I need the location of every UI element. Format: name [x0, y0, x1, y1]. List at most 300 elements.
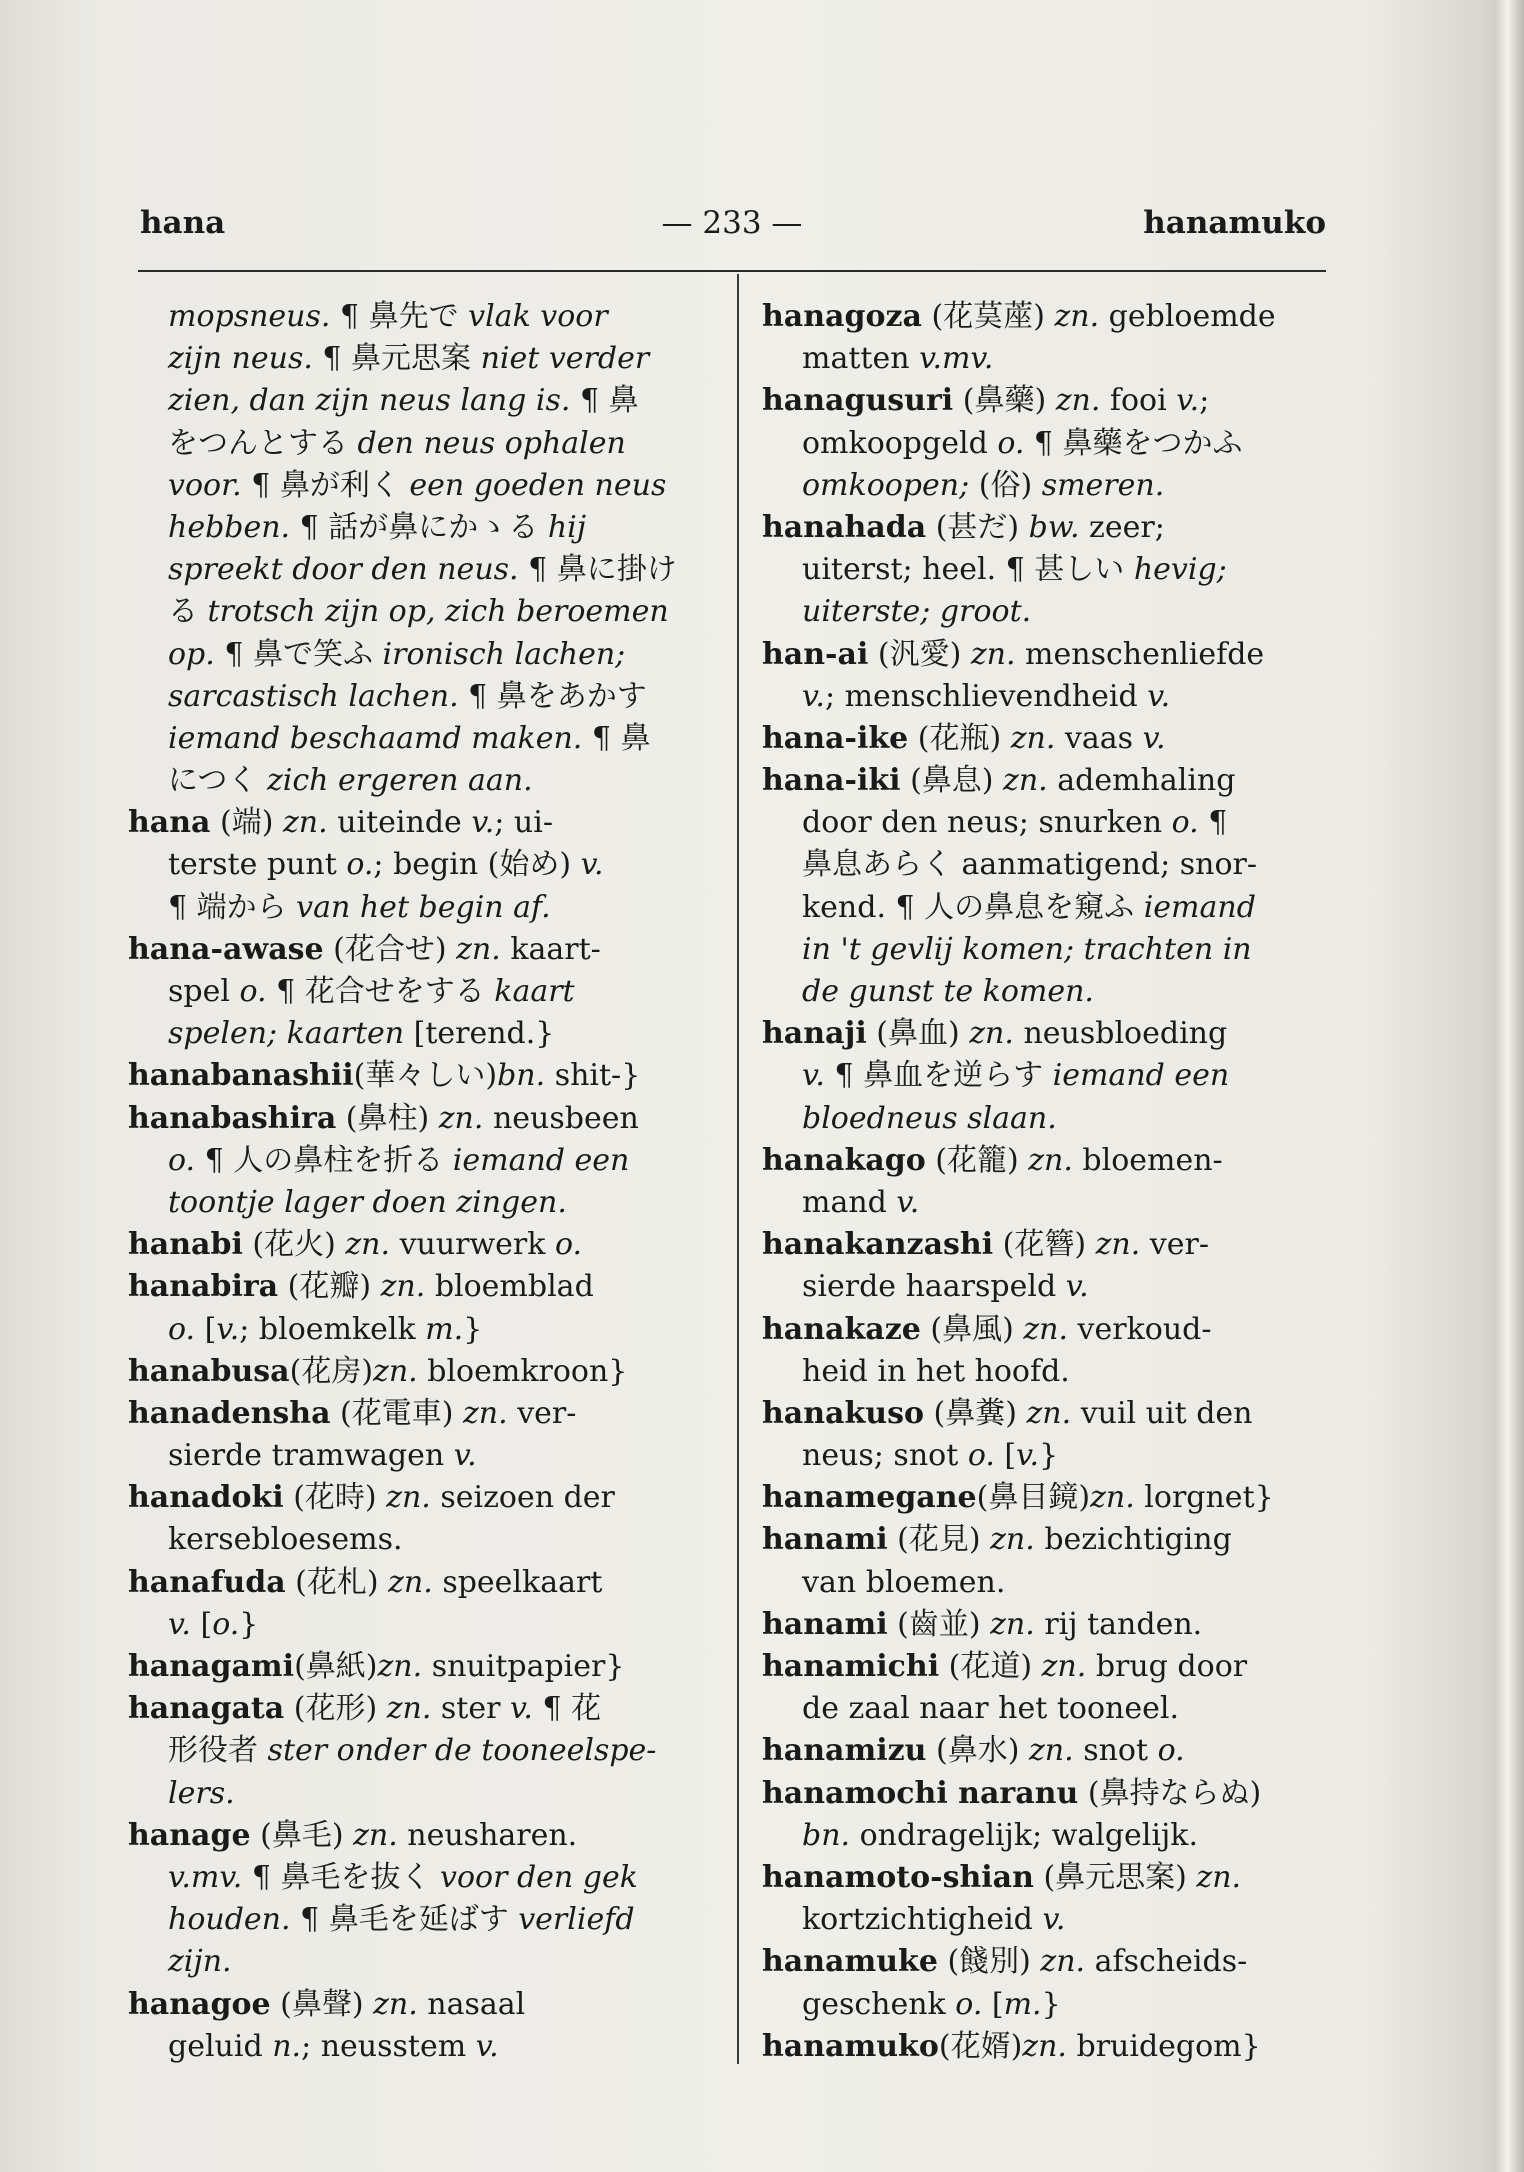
entry-continuation-line	[762, 423, 1342, 465]
headword: hanamochi naranu	[762, 1775, 1079, 1811]
italic-text: zn.	[1090, 1480, 1135, 1516]
italic-text: zn.	[990, 1522, 1035, 1558]
entry-continuation-line	[128, 591, 713, 633]
entry-text: ; begin (始め)	[373, 847, 581, 883]
headword: hanami	[762, 1606, 888, 1642]
entry-text: neusbloeding	[1013, 1016, 1228, 1052]
italic-text: v.	[1016, 1438, 1040, 1474]
entry-text: (齒並)	[887, 1606, 991, 1642]
entry-line	[762, 1393, 1342, 1435]
entry-text: bloemblad	[425, 1269, 594, 1305]
entry-text: (鼻藥)	[953, 383, 1056, 419]
entry-text: (甚だ)	[926, 509, 1029, 545]
entry-text: verkoud-	[1068, 1311, 1212, 1347]
entry-line	[762, 2026, 1342, 2068]
entry-text: [terend.}	[404, 1016, 555, 1052]
entry-text: kaart-	[500, 931, 601, 967]
entry-text: る	[168, 594, 208, 630]
entry-text: zeer;	[1079, 509, 1165, 545]
entry-text: vaas	[1055, 720, 1143, 756]
entry-continuation-line	[762, 1435, 1342, 1477]
entry-text: fooi	[1100, 383, 1177, 419]
entry-text: (鼻水)	[926, 1733, 1029, 1769]
entry-text: seizoen der	[430, 1480, 615, 1516]
italic-text: zn.	[1010, 720, 1056, 756]
entry-text: につく	[168, 763, 267, 799]
entry-continuation-line	[762, 465, 1342, 507]
entry-text: をつんとする	[168, 425, 358, 461]
entry-text: (花瓶)	[908, 720, 1011, 756]
headword: hanakanzashi	[762, 1227, 994, 1263]
entry-text: ¶ 鼻先で	[330, 299, 469, 334]
entry-text: (花見)	[887, 1522, 991, 1558]
entry-text: (花火)	[242, 1227, 346, 1263]
entry-text: [	[994, 1438, 1017, 1474]
entry-text: matten	[802, 341, 920, 377]
italic-text: zn.	[438, 1100, 484, 1136]
entry-continuation-line	[762, 844, 1342, 886]
entry-text: bloemen-	[1072, 1142, 1223, 1178]
italic-text: zn.	[1028, 1733, 1074, 1769]
entry-continuation-line	[128, 760, 713, 802]
entry-continuation-line	[762, 591, 1342, 633]
italic-text: iemand een	[1052, 1058, 1230, 1094]
italic-text: bn.	[802, 1817, 851, 1853]
entry-text: ¶ 鼻が利く	[241, 467, 410, 503]
entry-line	[762, 1477, 1342, 1519]
entry-text: ¶ 鼻元思案	[312, 341, 481, 377]
entry-continuation-line	[762, 971, 1342, 1013]
italic-text: vlak voor	[468, 299, 608, 334]
italic-text: zn.	[388, 1564, 433, 1600]
headword: hanagusuri	[762, 383, 954, 419]
italic-text: v.	[1142, 720, 1166, 756]
entry-text: menschenliefde	[1015, 636, 1265, 672]
entry-continuation-line	[762, 1688, 1342, 1730]
entry-continuation-line	[128, 1519, 713, 1561]
entry-text: neusharen.	[397, 1817, 578, 1853]
entry-text: ¶ 花合せをする	[266, 974, 495, 1009]
italic-text: o.	[168, 1311, 196, 1347]
entry-continuation-line	[762, 676, 1342, 718]
column-divider	[737, 274, 739, 2064]
headword: hanabi	[128, 1227, 243, 1263]
headword: hanamoto-shian	[762, 1859, 1034, 1895]
entry-text: kortzichtigheid	[802, 1902, 1043, 1938]
entry-continuation-line	[762, 549, 1342, 591]
italic-text: zn.	[1041, 1649, 1087, 1684]
entry-text: (花婿)	[938, 2028, 1023, 2064]
entry-text: kersebloesems.	[168, 1522, 403, 1558]
entry-text: (鼻息)	[900, 763, 1004, 799]
entry-text: snuitpapier}	[422, 1649, 625, 1684]
italic-text: zn.	[377, 1649, 423, 1684]
entry-text: ¶	[1198, 805, 1228, 841]
entry-text: shit-}	[545, 1058, 641, 1094]
entry-text: heid in het hoofd.	[802, 1353, 1070, 1389]
headword: hanami	[762, 1522, 888, 1558]
italic-text: zn.	[373, 1986, 418, 2022]
italic-text: bw.	[1028, 509, 1080, 545]
entry-continuation-line	[128, 1182, 713, 1224]
italic-text: zn.	[456, 931, 501, 967]
entry-text: door den neus; snurken	[802, 805, 1172, 841]
headword: hana-iki	[762, 763, 901, 799]
italic-text: van het begin af.	[296, 889, 551, 925]
headword: hanamizu	[762, 1733, 927, 1769]
entry-continuation-line	[128, 2026, 713, 2068]
entry-continuation-line	[762, 887, 1342, 929]
entry-text: [	[190, 1606, 213, 1642]
headword: hanage	[128, 1817, 251, 1853]
italic-text: o.	[239, 974, 267, 1009]
entry-text: (俗)	[969, 467, 1042, 503]
italic-text: hij	[547, 509, 587, 545]
entry-text: (華々しい)	[353, 1058, 498, 1094]
entry-line	[128, 1224, 713, 1266]
entry-text: terste punt	[168, 847, 347, 883]
entry-line	[762, 1773, 1342, 1815]
italic-text: v.mv.	[919, 341, 994, 377]
entry-text: omkoopgeld	[802, 425, 998, 461]
entry-text: ondragelijk; walgelijk.	[850, 1817, 1199, 1853]
entry-text: kend. ¶ 人の鼻息を窺ふ	[802, 889, 1144, 925]
headword: hanaji	[762, 1016, 867, 1052]
entry-text: (花形)	[284, 1691, 387, 1727]
entry-text: (鼻聲)	[270, 1986, 374, 2022]
entry-text: 形役者	[168, 1733, 268, 1769]
entry-text: vuil uit den	[1071, 1395, 1253, 1431]
entry-text: bezichtiging	[1034, 1522, 1232, 1558]
entry-continuation-line	[762, 1984, 1342, 2026]
entry-line	[128, 1393, 713, 1435]
italic-text: voor den gek	[440, 1859, 638, 1895]
headword: hanadoki	[128, 1480, 284, 1516]
entry-line	[128, 1351, 713, 1393]
italic-text: niet verder	[480, 341, 650, 377]
italic-text: ster onder de tooneelspe-	[267, 1733, 657, 1769]
entry-text: 鼻息あらく aanmatigend; snor-	[802, 847, 1257, 883]
headword: hanakago	[762, 1142, 926, 1178]
entry-text: ; menschlievendheid	[824, 678, 1148, 714]
headword: hana-awase	[128, 931, 324, 967]
header-rule	[138, 270, 1326, 272]
entry-text: ¶ 鼻藥をつかふ	[1024, 425, 1243, 461]
entry-continuation-line	[128, 1857, 713, 1899]
italic-text: in 't gevlij komen; trachten in	[802, 931, 1252, 967]
italic-text: zn.	[1095, 1227, 1141, 1263]
entry-text: ademhaling	[1047, 763, 1236, 799]
italic-text: zn.	[380, 1269, 426, 1305]
italic-text: zn.	[1023, 1311, 1069, 1347]
italic-text: op.	[168, 636, 215, 672]
italic-text: een goeden neus	[409, 467, 667, 503]
entry-text: mand	[802, 1184, 897, 1220]
headword: hanafuda	[128, 1564, 286, 1600]
running-head-right: hanamuko	[1143, 205, 1326, 241]
entry-text: [	[195, 1311, 217, 1347]
italic-text: zn.	[282, 805, 328, 841]
entry-text: ster	[431, 1691, 510, 1727]
entry-text: }	[1039, 1438, 1059, 1474]
entry-line	[128, 802, 713, 844]
italic-text: omkoopen;	[802, 467, 970, 503]
italic-text: de gunst te komen.	[802, 974, 1094, 1009]
entry-continuation-line	[762, 1098, 1342, 1140]
entry-text: }	[1041, 1986, 1061, 2022]
italic-text: o.	[555, 1227, 583, 1263]
entry-continuation-line	[128, 844, 713, 886]
italic-text: bloedneus slaan.	[802, 1100, 1057, 1136]
headword: hanakaze	[762, 1311, 921, 1347]
italic-text: hebben.	[168, 509, 291, 545]
italic-text: v.	[453, 1438, 477, 1474]
italic-text: v.	[896, 1184, 920, 1220]
entry-text: }	[239, 1606, 259, 1642]
entry-continuation-line	[128, 380, 713, 422]
entry-text: ¶ 鼻で笑ふ	[214, 636, 383, 672]
entry-text: ¶ 鼻毛を抜く	[242, 1859, 440, 1895]
italic-text: zn.	[353, 1817, 398, 1853]
entry-continuation-line	[128, 1899, 713, 1941]
entry-continuation-line	[762, 1815, 1342, 1857]
entry-line	[762, 1941, 1342, 1983]
italic-text: houden.	[168, 1902, 291, 1938]
entry-text: (鼻目鏡)	[976, 1480, 1091, 1516]
entry-text: }	[463, 1311, 483, 1347]
italic-text: o.	[346, 847, 374, 883]
entry-text: (花瓣)	[278, 1269, 381, 1305]
entry-text: neus; snot	[802, 1438, 968, 1474]
entry-line	[762, 1519, 1342, 1561]
italic-text: o.	[967, 1438, 995, 1474]
entry-continuation-line	[128, 507, 713, 549]
italic-text: m.	[1003, 1986, 1042, 2022]
italic-text: o.	[212, 1606, 240, 1642]
entry-text: snot	[1073, 1733, 1158, 1769]
headword: hanabashira	[128, 1100, 337, 1136]
italic-text: zien, dan zijn neus lang is.	[168, 383, 571, 419]
entry-continuation-line	[762, 1899, 1342, 1941]
entry-continuation-line	[128, 1604, 713, 1646]
italic-text: trotsch zijn op, zich beroemen	[207, 594, 669, 630]
entry-text: (鼻毛)	[250, 1817, 354, 1853]
entry-text: uiterst; heel. ¶ 甚しい	[802, 552, 1134, 588]
entry-text: (汎愛)	[868, 636, 971, 672]
entry-line	[762, 507, 1342, 549]
entry-line	[128, 1984, 713, 2026]
entry-text: bruidegom}	[1066, 2028, 1261, 2064]
entry-line	[128, 1562, 713, 1604]
italic-text: kaart	[494, 974, 575, 1009]
entry-continuation-line	[128, 465, 713, 507]
italic-text: v.	[1147, 678, 1171, 714]
entry-line	[762, 1857, 1342, 1899]
italic-text: zn.	[1055, 383, 1101, 419]
entry-text: afscheids-	[1085, 1944, 1248, 1980]
entry-text: (鼻血)	[866, 1016, 970, 1052]
entry-text: ¶ 鼻に掛け	[518, 552, 677, 588]
italic-text: mopsneus.	[168, 299, 331, 334]
headword: hanahada	[762, 509, 927, 545]
entry-text: ; neusstem	[301, 2028, 476, 2064]
italic-text: zn.	[970, 636, 1016, 672]
italic-text: v.	[216, 1311, 240, 1347]
entry-continuation-line	[128, 887, 713, 929]
italic-text: v.	[580, 847, 604, 883]
entry-continuation-line	[128, 676, 713, 718]
entry-text: sierde haarspeld	[802, 1269, 1066, 1305]
italic-text: v.	[802, 1058, 825, 1094]
entry-text: (鼻糞)	[924, 1395, 1027, 1431]
italic-text: zijn.	[168, 1944, 232, 1980]
headword: hanadensha	[128, 1395, 331, 1431]
entry-continuation-line	[128, 1013, 713, 1055]
entry-text: (花札)	[285, 1564, 389, 1600]
entry-text: ¶ 人の鼻柱を折る	[195, 1142, 453, 1178]
entry-continuation-line	[128, 718, 713, 760]
italic-text: bn.	[497, 1058, 546, 1094]
italic-text: zn.	[990, 1606, 1035, 1642]
italic-text: iemand beschaamd maken.	[168, 720, 583, 756]
entry-line	[128, 1098, 713, 1140]
italic-text: v.	[802, 678, 825, 714]
entry-continuation-line	[128, 549, 713, 591]
headword: han-ai	[762, 636, 869, 672]
entry-text: ¶ 花	[532, 1691, 602, 1727]
entry-continuation-line	[762, 929, 1342, 971]
entry-text: ver-	[1140, 1227, 1209, 1263]
headword: hanagata	[128, 1691, 285, 1727]
entry-line	[128, 1688, 713, 1730]
entry-text: gebloemde	[1099, 299, 1276, 334]
italic-text: o.	[1171, 805, 1199, 841]
entry-text: lorgnet}	[1134, 1480, 1274, 1516]
headword: hanakuso	[762, 1395, 924, 1431]
entry-text: van bloemen.	[802, 1564, 1006, 1600]
page-edge	[1496, 0, 1524, 2172]
italic-text: o.	[1157, 1733, 1185, 1769]
entry-continuation-line	[762, 1266, 1342, 1308]
headword: hanagoe	[128, 1986, 271, 2022]
entry-text: uiteinde	[327, 805, 472, 841]
running-head	[138, 205, 1326, 255]
entry-continuation-line	[128, 338, 713, 380]
entry-continuation-line	[762, 1562, 1342, 1604]
entry-line	[128, 929, 713, 971]
italic-text: v.	[1065, 1269, 1089, 1305]
italic-text: v.	[471, 805, 495, 841]
italic-text: zn.	[1196, 1859, 1242, 1895]
entry-text: ¶ 鼻毛を延ばす	[290, 1902, 519, 1938]
italic-text: zn.	[969, 1016, 1014, 1052]
page-number: — 233 —	[661, 205, 803, 241]
entry-text: vuurwerk	[390, 1227, 555, 1263]
entry-line	[762, 1140, 1342, 1182]
entry-text: bloemkroon}	[417, 1353, 628, 1389]
entry-text: (花時)	[283, 1480, 387, 1516]
italic-text: m.	[425, 1311, 464, 1347]
entry-text: [	[982, 1986, 1004, 2022]
headword: hanamegane	[762, 1480, 977, 1516]
italic-text: sarcastisch lachen.	[168, 678, 459, 714]
entry-continuation-line	[762, 1182, 1342, 1224]
headword: hanamuke	[762, 1944, 938, 1980]
italic-text: v.	[510, 1691, 533, 1727]
entry-text: (花籠)	[925, 1142, 1029, 1178]
entry-text: (花電車)	[330, 1395, 463, 1431]
entry-continuation-line	[128, 296, 713, 338]
entry-text: (鼻紙)	[294, 1649, 378, 1684]
entry-continuation-line	[128, 423, 713, 465]
entry-text: speelkaart	[432, 1564, 603, 1600]
italic-text: zn.	[386, 1480, 431, 1516]
entry-text: (餞別)	[937, 1944, 1041, 1980]
entry-continuation-line	[128, 1941, 713, 1983]
headword: hanamuko	[762, 2028, 939, 2064]
entry-line	[762, 1309, 1342, 1351]
entry-continuation-line	[762, 338, 1342, 380]
entry-line	[128, 1646, 713, 1688]
headword: hanabusa	[128, 1353, 290, 1389]
entry-text: (花房)	[289, 1353, 374, 1389]
entry-text: geschenk	[802, 1986, 956, 2022]
italic-text: zn.	[1003, 763, 1048, 799]
entry-line	[128, 1477, 713, 1519]
entry-text: brug door	[1086, 1649, 1248, 1684]
italic-text: zich ergeren aan.	[266, 763, 533, 799]
entry-continuation-line	[762, 1055, 1342, 1097]
headword: hanagoza	[762, 299, 922, 334]
headword: hanabanashii	[128, 1058, 354, 1094]
headword: hanagami	[128, 1649, 295, 1684]
italic-text: v.	[1176, 383, 1200, 419]
entry-continuation-line	[128, 634, 713, 676]
italic-text: verliefd	[518, 1902, 635, 1938]
entry-continuation-line	[128, 1773, 713, 1815]
entry-text: (花簪)	[993, 1227, 1096, 1263]
entry-text: geluid	[168, 2028, 273, 2064]
entry-text: ¶ 鼻	[582, 720, 651, 756]
entry-text: ; bloemkelk	[239, 1311, 426, 1347]
entry-text: nasaal	[417, 1986, 526, 2022]
italic-text: o.	[997, 425, 1025, 461]
entry-line	[128, 1266, 713, 1308]
entry-line	[762, 1013, 1342, 1055]
italic-text: zn.	[345, 1227, 391, 1263]
entry-continuation-line	[128, 1140, 713, 1182]
entry-text: (鼻風)	[920, 1311, 1024, 1347]
italic-text: n.	[272, 2028, 302, 2064]
italic-text: spreekt door den neus.	[168, 552, 519, 588]
entry-text: ¶ 端から	[168, 889, 297, 925]
italic-text: zn.	[1026, 1395, 1072, 1431]
headword: hanamichi	[762, 1649, 940, 1684]
entry-continuation-line	[128, 1309, 713, 1351]
headword: hana	[128, 805, 211, 841]
entry-text: de zaal naar het tooneel.	[802, 1691, 1179, 1727]
entry-text: ¶ 鼻血を逆らす	[824, 1058, 1053, 1094]
entry-text: (花茣蓙)	[921, 299, 1055, 334]
entry-continuation-line	[128, 971, 713, 1013]
italic-text: voor.	[168, 467, 242, 503]
entry-text: ;	[1199, 383, 1210, 419]
entry-text: rij tanden.	[1034, 1606, 1203, 1642]
italic-text: zn.	[373, 1353, 418, 1389]
italic-text: zn.	[463, 1395, 508, 1431]
entry-line	[762, 1730, 1342, 1772]
entry-text: ver-	[507, 1395, 577, 1431]
